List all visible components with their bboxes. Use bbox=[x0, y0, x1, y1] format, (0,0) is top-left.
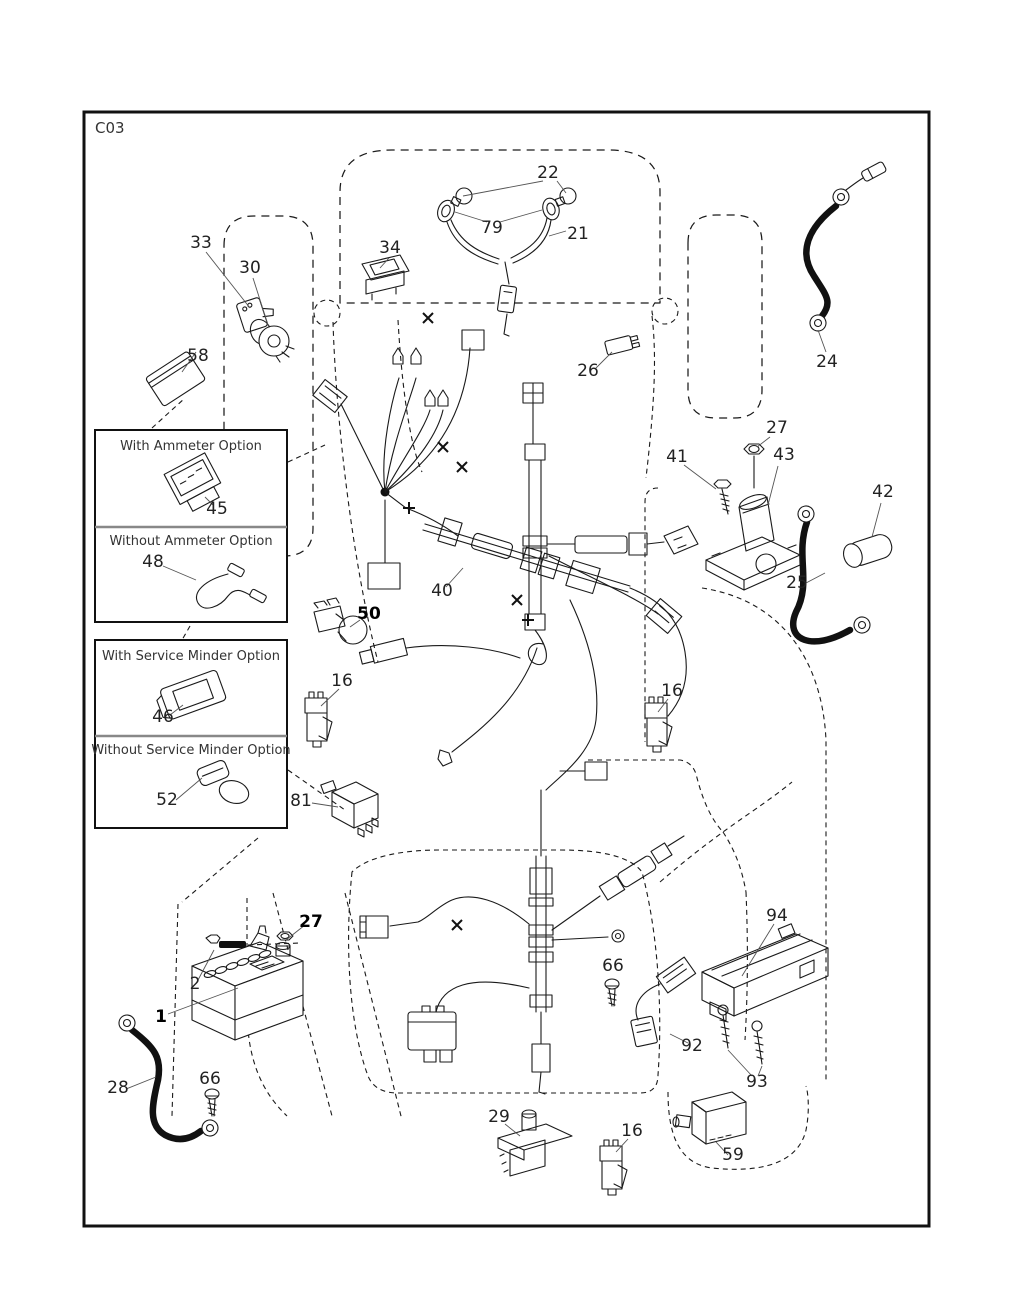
ignition-switch-30-illustration bbox=[246, 316, 294, 362]
part-label-26-7: 26 bbox=[577, 361, 599, 381]
ammeter-option-box bbox=[95, 430, 287, 622]
fender-cross-1 bbox=[660, 782, 792, 882]
part-label-29-32: 29 bbox=[488, 1107, 510, 1127]
hood-pivot-left bbox=[314, 300, 340, 326]
part-label-34-3: 34 bbox=[379, 238, 401, 258]
ammeter-without-label: Without Ammeter Option bbox=[109, 534, 273, 549]
screw-66-left-illustration bbox=[205, 1089, 219, 1116]
interlock-switch-16b-illustration bbox=[645, 697, 672, 752]
part-label-52-21: 52 bbox=[156, 790, 178, 810]
part-label-58-6: 58 bbox=[187, 346, 209, 366]
battery-cable-24-illustration bbox=[806, 161, 887, 334]
part-label-21-2: 21 bbox=[567, 224, 589, 244]
diagram-code: C03 bbox=[95, 119, 125, 137]
part-label-22-0: 22 bbox=[537, 163, 559, 183]
link-dash-1 bbox=[152, 398, 185, 428]
part-label-50-16: 50 bbox=[357, 604, 381, 624]
fuse-26-illustration bbox=[604, 334, 639, 356]
part-label-27-23: 27 bbox=[299, 912, 323, 932]
battery-frame-left bbox=[172, 904, 178, 1116]
part-label-40-17: 40 bbox=[431, 581, 453, 601]
part-label-79-1: 79 bbox=[481, 218, 503, 238]
ammeter-with-label: With Ammeter Option bbox=[120, 439, 262, 454]
service-with-label: With Service Minder Option bbox=[101, 649, 281, 664]
battery-frame-top bbox=[182, 838, 258, 902]
bolt-41-illustration bbox=[714, 480, 731, 514]
part-label-94-26: 94 bbox=[766, 906, 788, 926]
part-label-33-4: 33 bbox=[190, 233, 212, 253]
part-label-45-13: 45 bbox=[206, 499, 228, 519]
part-label-43-11: 43 bbox=[773, 445, 795, 465]
part-label-66-27: 66 bbox=[602, 956, 624, 976]
interlock-switch-16c-illustration bbox=[600, 1140, 627, 1195]
relay-81-illustration bbox=[321, 781, 378, 837]
battery-frame-diag2 bbox=[345, 893, 402, 1120]
part-label-66-31: 66 bbox=[199, 1069, 221, 1089]
link-dash-2 bbox=[288, 445, 325, 462]
part-label-93-29: 93 bbox=[746, 1072, 768, 1092]
part-label-41-10: 41 bbox=[666, 447, 688, 467]
part-label-28-30: 28 bbox=[107, 1078, 129, 1098]
screws-93-illustration bbox=[718, 1005, 763, 1064]
part-label-2-24: 2 bbox=[189, 974, 201, 994]
hood-pivot-right bbox=[652, 298, 678, 324]
service-minder-option-box bbox=[91, 640, 290, 828]
part-label-59-34: 59 bbox=[722, 1145, 744, 1165]
service-without-label: Without Service Minder Option bbox=[91, 743, 291, 758]
main-harness-40-illustration bbox=[313, 313, 698, 790]
link-dash-4 bbox=[182, 626, 190, 640]
part-label-46-20: 46 bbox=[152, 707, 174, 727]
part-label-1-25: 1 bbox=[155, 1007, 167, 1027]
connector-92-illustration bbox=[631, 957, 696, 1047]
platform-upper-edge bbox=[588, 760, 723, 832]
part-label-16-19: 16 bbox=[661, 681, 683, 701]
front-fender-outline bbox=[688, 215, 762, 418]
part-label-48-14: 48 bbox=[142, 552, 164, 572]
part-label-81-22: 81 bbox=[290, 791, 312, 811]
headlight-harness-illustration bbox=[435, 188, 576, 336]
fender-cross-2 bbox=[723, 832, 746, 892]
part-label-92-28: 92 bbox=[681, 1036, 703, 1056]
battery-1-illustration bbox=[189, 942, 303, 1040]
part-label-30-5: 30 bbox=[239, 258, 261, 278]
part-label-16-18: 16 bbox=[331, 671, 353, 691]
part-label-24-8: 24 bbox=[816, 352, 838, 372]
interlock-switch-16a-illustration bbox=[305, 692, 332, 747]
terminal-boot-42-illustration bbox=[841, 532, 895, 570]
lower-harness-illustration bbox=[360, 790, 684, 1094]
part-label-25-15: 25 bbox=[786, 573, 808, 593]
nut-27-illustration bbox=[744, 444, 764, 488]
part-label-27-9: 27 bbox=[766, 418, 788, 438]
screw-66-right-illustration bbox=[605, 979, 619, 1006]
buzzer-59-illustration bbox=[673, 1092, 746, 1144]
rear-fender-right bbox=[702, 588, 826, 1082]
part-label-16-33: 16 bbox=[621, 1121, 643, 1141]
dash-right-edge bbox=[646, 316, 654, 478]
part-label-42-12: 42 bbox=[872, 482, 894, 502]
